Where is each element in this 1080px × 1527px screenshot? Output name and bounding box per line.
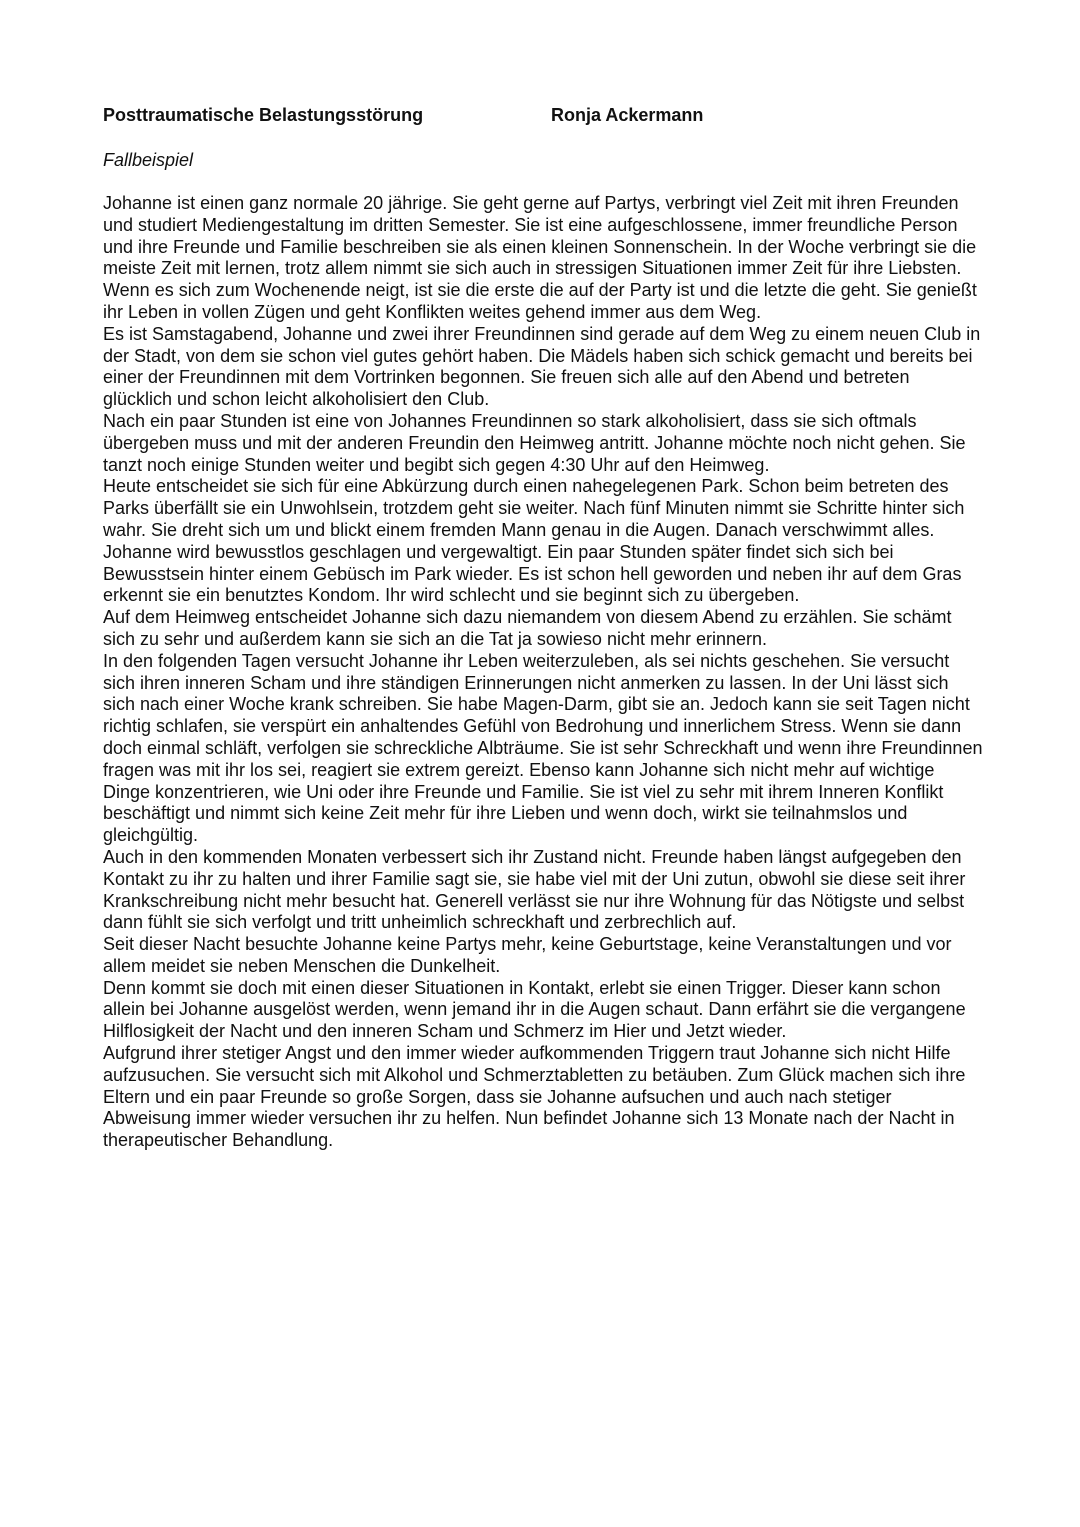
paragraph-6: In den folgenden Tagen versucht Johanne ihr Leben weiterzuleben, als sei nichts geschehen. Sie versucht sich ihren inneren Scham und ihre ständigen Erinnerungen nicht anmerken zu lassen. In der Uni lässt sich sich nach einer Woche krank schreiben. Sie habe Magen-Darm, gibt sie an. Jedoch kann sie seit Tagen nicht richtig schlafen, sie verspürt ein anhaltendes Gefühl von Bedrohung und innerlichem Stress. Wenn sie dann doch einmal schläft, verfolgen sie schreckliche Albträume. Sie ist sehr Schreckhaft und wenn ihre Freundinnen fragen was mit ihr los sei, reagiert sie extrem gereizt. Ebenso kann Johanne sich nicht mehr auf wichtige Dinge konzentrieren, wie Uni oder ihre Freunde und Familie. Sie ist viel zu sehr mit ihrem Inneren Konflikt beschäftigt und nimmt sich keine Zeit mehr für ihre Lieben und wenn doch, wirkt sie teilnahmslos und gleichgültig. — [103, 650, 983, 846]
paragraph-1: Johanne ist einen ganz normale 20 jährige. Sie geht gerne auf Partys, verbringt viel Zeit mit ihren Freunden und studiert Mediengestaltung im dritten Semester. Sie ist eine aufgeschlossene, immer freundliche Person und ihre Freunde und Familie beschreiben sie als einen kleinen Sonnenschein. In der Woche verbringt sie die meiste Zeit mit lernen, trotz allem nimmt sie sich auch in stressigen Situationen immer Zeit für ihre Liebsten. Wenn es sich zum Wochenende neigt, ist sie die erste die auf der Party ist und die letzte die geht. Sie genießt ihr Leben in vollen Zügen und geht Konflikten weites gehend immer aus dem Weg. — [103, 193, 977, 322]
document-subtitle: Fallbeispiel — [103, 150, 194, 170]
paragraph-3: Nach ein paar Stunden ist eine von Johannes Freundinnen so stark alkoholisiert, dass sie sich oftmals übergeben muss und mit der anderen Freundin den Heimweg antritt. Johanne möchte noch nicht gehen. Sie tanzt noch einige Stunden weiter und begibt sich gegen 4:30 Uhr auf den Heimweg. — [103, 410, 966, 475]
paragraph-9: Denn kommt sie doch mit einen dieser Situationen in Kontakt, erlebt sie einen Trigger. Dieser kann schon allein bei Johanne ausgelöst werden, wenn jemand ihr in die Augen schaut. Dann erfährt sie die vergangene Hilflosigkeit der Nacht und den inneren Scham und Schmerz im Hier und Jetzt wieder. — [103, 977, 966, 1042]
paragraph-4: Heute entscheidet sie sich für eine Abkürzung durch einen nahegelegenen Park. Schon beim betreten des Parks überfällt sie ein Unwohlsein, trotzdem geht sie weiter. Nach fünf Minuten nimmt sie Schritte hinter sich wahr. Sie dreht sich um und blickt einem fremden Mann genau in die Augen. Danach verschwimmt alles. Johanne wird bewusstlos geschlagen und vergewaltigt. Ein paar Stunden später findet sich sich bei Bewusstsein hinter einem Gebüsch im Park wieder. Es ist schon hell geworden und neben ihr auf dem Gras erkennt sie ein benutztes Kondom. Ihr wird schlecht und sie beginnt sich zu übergeben. — [103, 476, 965, 606]
paragraph-7: Auch in den kommenden Monaten verbessert sich ihr Zustand nicht. Freunde haben längst aufgegeben den Kontakt zu ihr zu halten und ihrer Familie sagt sie, sie habe viel mit der Uni zutun, obwohl sie diese seit ihrer Krankschreibung nicht mehr besucht hat. Generell verlässt sie nur ihre Wohnung für das Nötigste und selbst dann fühlt sie sich verfolgt und tritt unheimlich schreckhaft und zerbrechlich auf. — [103, 846, 966, 933]
paragraph-5: Auf dem Heimweg entscheidet Johanne sich dazu niemandem von diesem Abend zu erzählen. Sie schämt sich zu sehr und außerdem kann sie sich an die Tat ja sowieso nicht mehr erinnern. — [103, 607, 952, 649]
paragraph-10: Aufgrund ihrer stetiger Angst und den immer wieder aufkommenden Triggern traut Johanne sich nicht Hilfe aufzusuchen. Sie versucht sich mit Alkohol und Schmerztabletten zu betäuben. Zum Glück machen sich ihre Eltern und ein paar Freunde so große Sorgen, dass sie Johanne aufsuchen und auch nach stetiger Abweisung immer wieder versuchen ihr zu helfen. Nun befindet Johanne sich 13 Monate nach der Nacht in therapeutischer Behandlung. — [103, 1043, 966, 1151]
document-header — [103, 104, 983, 130]
document-author: Ronja Ackermann — [551, 105, 704, 125]
paragraph-2: Es ist Samstagabend, Johanne und zwei ihrer Freundinnen sind gerade auf dem Weg zu einem neuen Club in der Stadt, von dem sie schon viel gutes gehört haben. Die Mädels haben sich schick gemacht und bereits bei einer der Freundinnen mit dem Vortrinken begonnen. Sie freuen sich alle auf den Abend und betreten glücklich und schon leicht alkoholisiert den Club. — [103, 323, 981, 410]
paragraph-8: Seit dieser Nacht besuchte Johanne keine Partys mehr, keine Geburtstage, keine Veranstaltungen und vor allem meidet sie neben Menschen die Dunkelheit. — [103, 934, 952, 976]
document-title: Posttraumatische Belastungsstörung — [103, 105, 424, 125]
document-body — [103, 193, 983, 1152]
